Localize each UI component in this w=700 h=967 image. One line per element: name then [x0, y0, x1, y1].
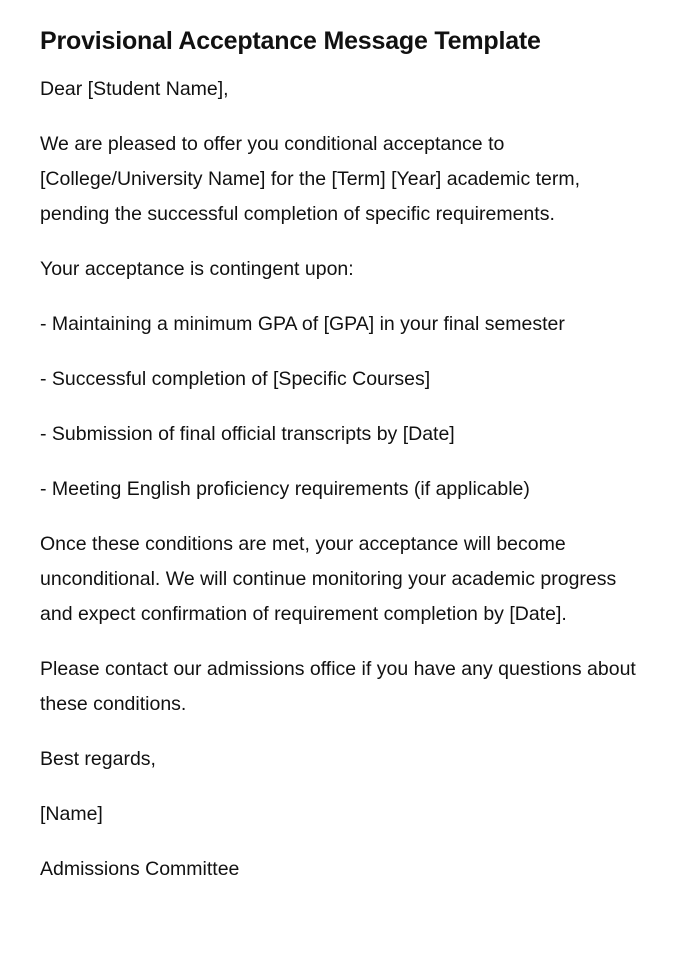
condition-item: - Submission of final official transcripts by [Date] [40, 423, 455, 445]
greeting-line: Dear [Student Name], [40, 78, 229, 100]
condition-item: - Successful completion of [Specific Courses] [40, 368, 431, 390]
signature-title: Admissions Committee [40, 858, 240, 880]
contingency-intro: Your acceptance is contingent upon: [40, 258, 354, 280]
condition-item: - Maintaining a minimum GPA of [GPA] in your final semester [40, 313, 565, 335]
message-template-document [40, 22, 640, 907]
intro-paragraph: We are pleased to offer you conditional acceptance to [College/University Name] for the [Term] [Year] academic term, pending the successful completion of specific requirements. [40, 133, 581, 225]
followup-paragraph: Once these conditions are met, your acceptance will become unconditional. We will continue monitoring your academic progress and expect confirmation of requirement completion by [Date]. [40, 533, 617, 625]
closing-line: Best regards, [40, 748, 156, 770]
contact-paragraph: Please contact our admissions office if you have any questions about these conditions. [40, 658, 636, 715]
page-title: Provisional Acceptance Message Template [40, 27, 541, 55]
condition-item: - Meeting English proficiency requirements (if applicable) [40, 478, 530, 500]
signature-name: [Name] [40, 803, 103, 825]
